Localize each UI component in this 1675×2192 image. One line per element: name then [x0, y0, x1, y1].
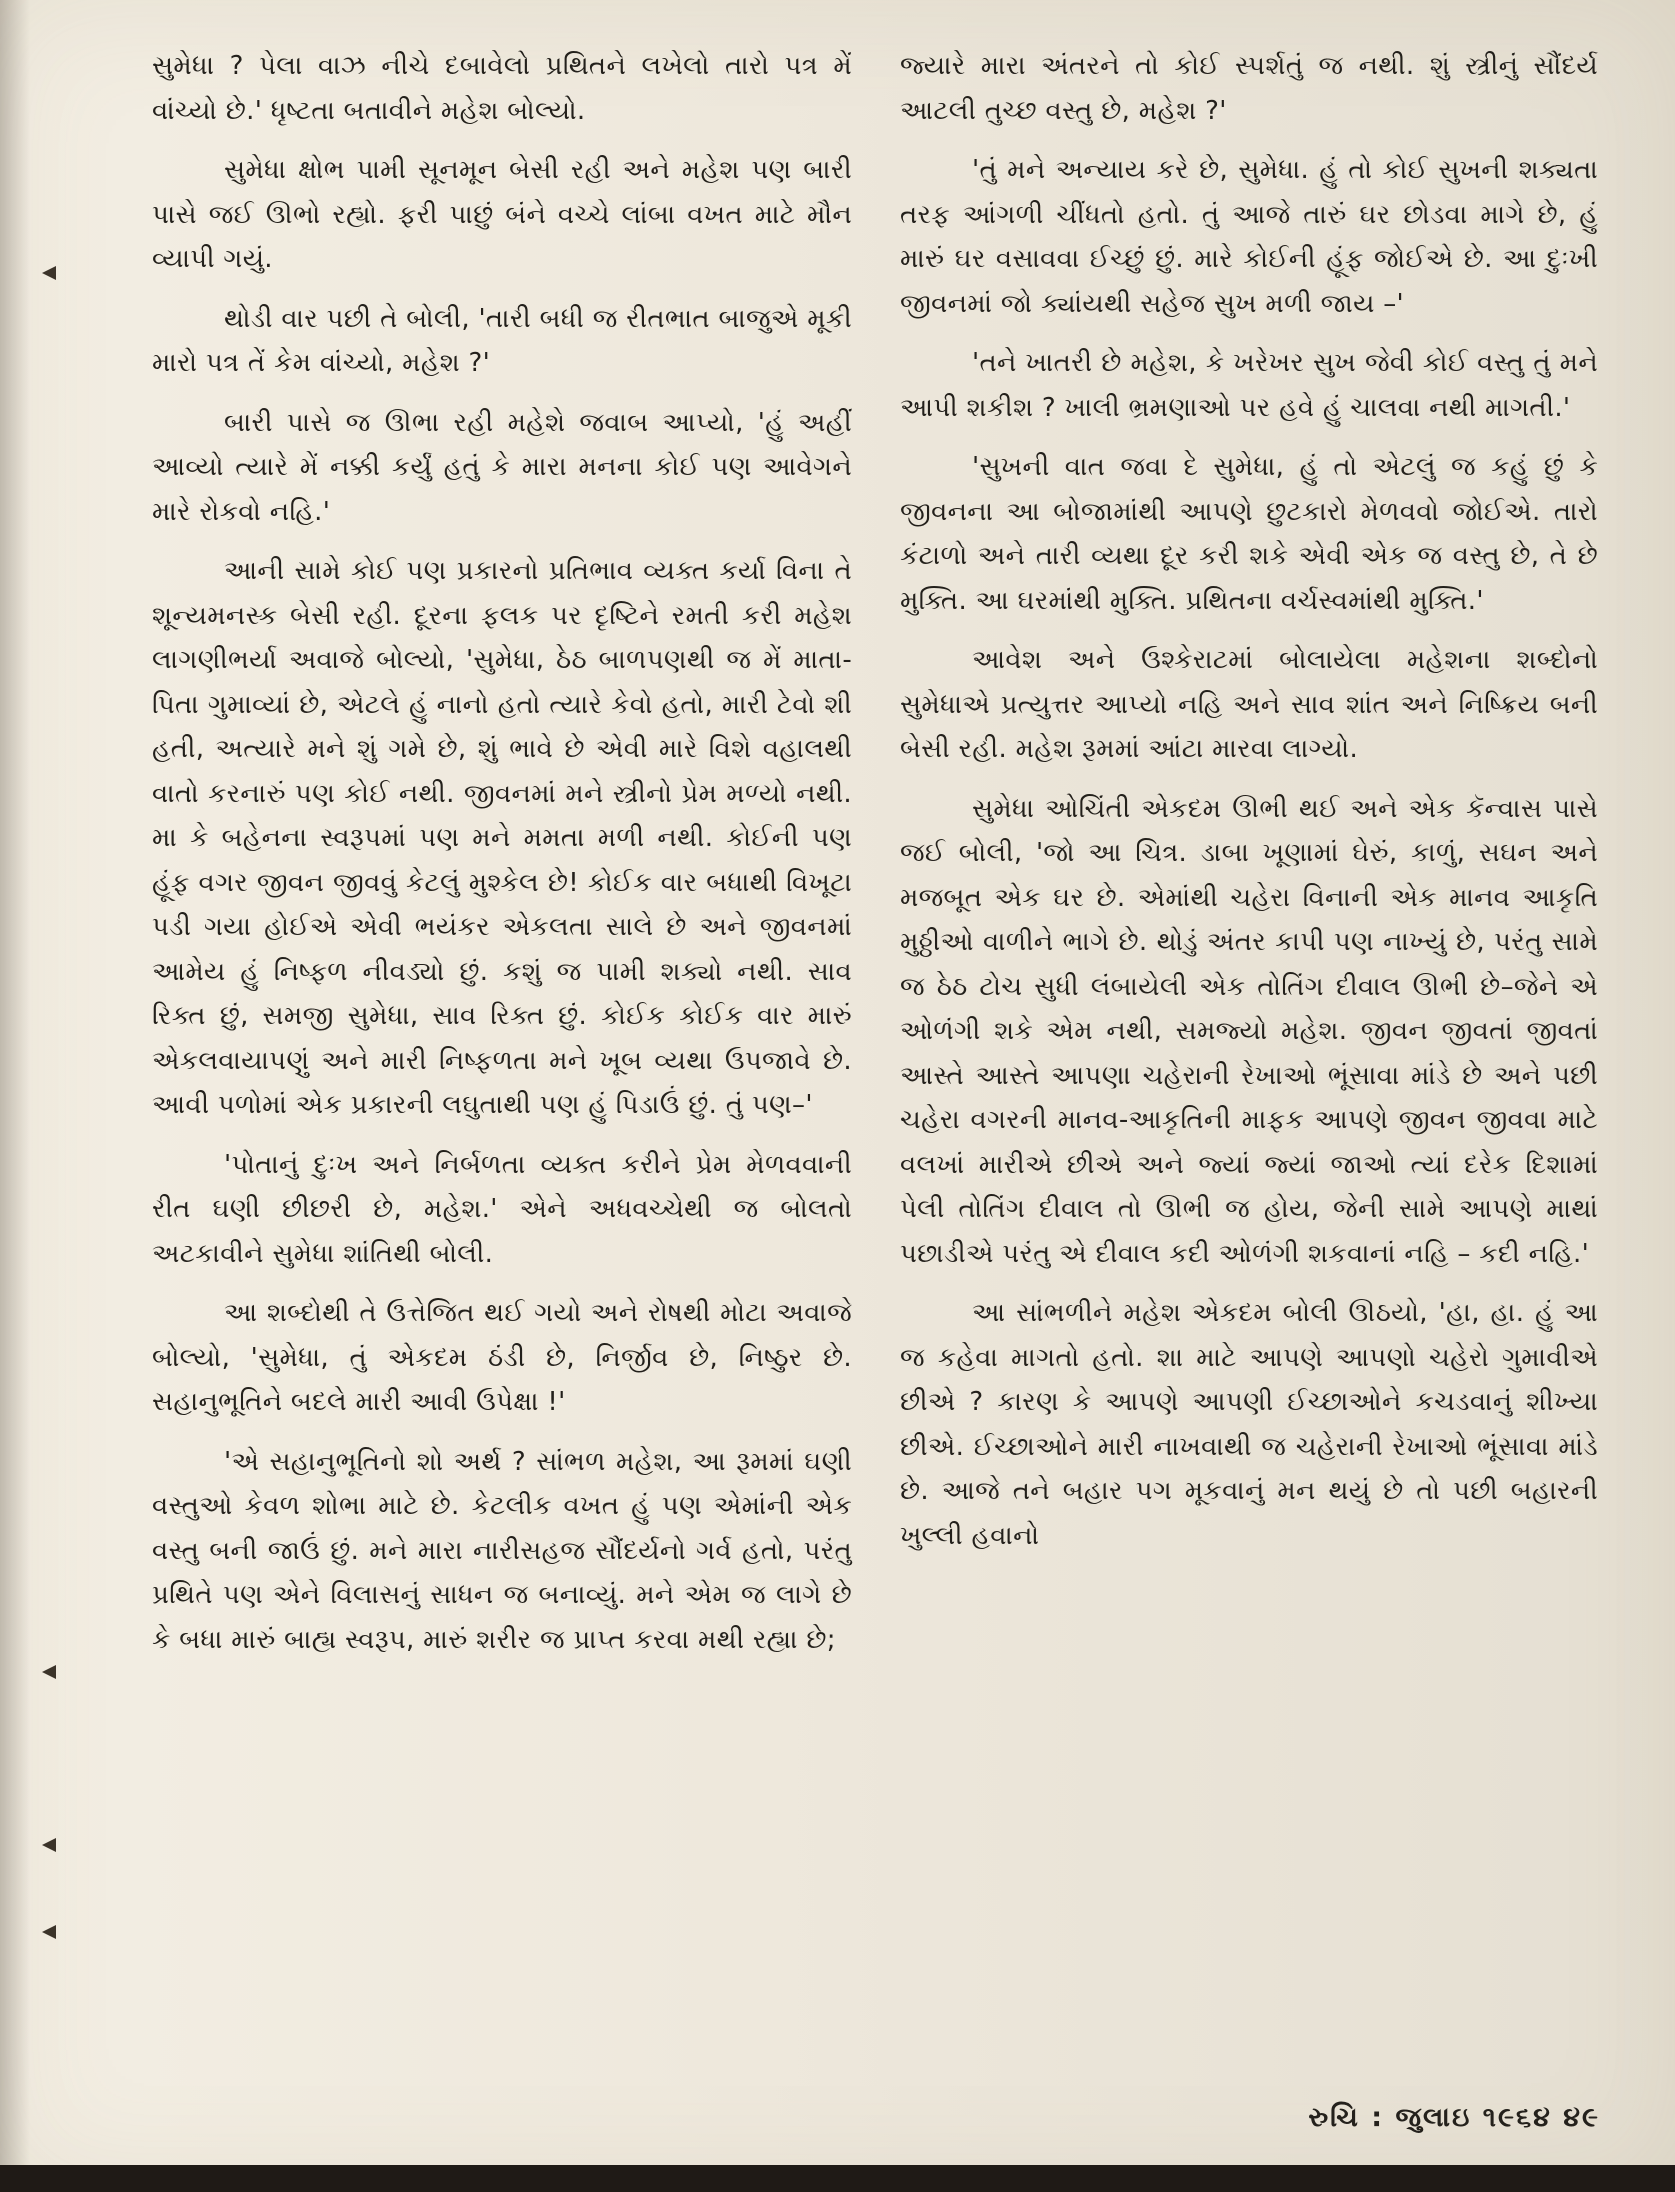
paragraph: 'પોતાનું દુઃખ અને નિર્બળતા વ્યક્ત કરીને પ્રેમ મેળવવાની રીત ઘણી છીછરી છે, મહેશ.' એને અધવચ્ચેથી જ બોલતો અટકાવીને સુમેધા શાંતિથી બોલી. — [152, 1149, 852, 1269]
paragraph: બારી પાસે જ ઊભા રહી મહેશે જવાબ આપ્યો, 'હું અહીં આવ્યો ત્યારે મેં નક્કી કર્યું હતું કે મારા મનના કોઈ પણ આવેગને મારે રોકવો નહિ.' — [152, 407, 852, 527]
paragraph: આ શબ્દોથી તે ઉત્તેજિત થઈ ગયો અને રોષથી મોટા અવાજે બોલ્યો, 'સુમેધા, તું એકદમ ઠંડી છે, નિર્જીવ છે, નિષ્ઠુર છે. સહાનુભૂતિને બદલે મારી આવી ઉપેક્ષા !' — [152, 1298, 852, 1417]
page-edge-shadow — [0, 0, 30, 2192]
margin-mark-icon — [42, 1838, 56, 1852]
paragraph: 'સુખની વાત જવા દે સુમેધા, હું તો એટલું જ કહું છું કે જીવનના આ બોજામાંથી આપણે છુટકારો મેળવવો જોઈએ. તારો કંટાળો અને તારી વ્યથા દૂર કરી શકે એવી એક જ વસ્તુ છે, તે છે મુક્તિ. આ ઘરમાંથી મુક્તિ. પ્રથિતના વર્ચસ્વમાંથી મુક્તિ.' — [900, 452, 1598, 616]
paragraph: સુમેધા ક્ષોભ પામી સૂનમૂન બેસી રહી અને મહેશ પણ બારી પાસે જઈ ઊભો રહ્યો. ફરી પાછું બંને વચ્ચે લાંબા વખત માટે મૌન વ્યાપી ગયું. — [152, 155, 852, 274]
paragraph: જ્યારે મારા અંતરને તો કોઈ સ્પર્શતું જ નથી. શું સ્ત્રીનું સૌંદર્ય આટલી તુચ્છ વસ્તુ છે, મહેશ ?' — [900, 51, 1598, 126]
paragraph: સુમેધા ? પેલા વાઝ નીચે દબાવેલો પ્રથિતને લખેલો તારો પત્ર મેં વાંચ્યો છે.' ધૃષ્ટતા બતાવીને મહેશ બોલ્યો. — [152, 51, 852, 126]
paragraph: આ સાંભળીને મહેશ એકદમ બોલી ઊઠયો, 'હા, હા. હું આ જ કહેવા માગતો હતો. શા માટે આપણે આપણો ચહેરો ગુમાવીએ છીએ ? કારણ કે આપણે આપણી ઈચ્છાઓને કચડવાનું શીખ્યા છીએ. ઈચ્છાઓને મારી નાખવાથી જ ચહેરાની રેખાઓ ભૂંસાવા માંડે છે. આજે તને બહાર પગ મૂકવાનું મન થયું છે તો પછી બહારની ખુલ્લી હવાનો — [900, 1298, 1598, 1551]
right-text-column — [900, 44, 1598, 1573]
paragraph: થોડી વાર પછી તે બોલી, 'તારી બધી જ રીતભાત બાજુએ મૂકી મારો પત્ર તેં કેમ વાંચ્યો, મહેશ ?' — [152, 303, 852, 378]
paragraph: 'તને ખાતરી છે મહેશ, કે ખરેખર સુખ જેવી કોઈ વસ્તુ તું મને આપી શકીશ ? ખાલી ભ્રમણાઓ પર હવે હું ચાલવા નથી માગતી.' — [900, 348, 1598, 423]
paragraph: 'એ સહાનુભૂતિનો શો અર્થ ? સાંભળ મહેશ, આ રૂમમાં ઘણી વસ્તુઓ કેવળ શોભા માટે છે. કેટલીક વખત હું પણ એમાંની એક વસ્તુ બની જાઉં છું. મને મારા નારીસહજ સૌંદર્યનો ગર્વ હતો, પરંતુ પ્રથિતે પણ એને વિલાસનું સાધન જ બનાવ્યું. મને એમ જ લાગે છે કે બધા મારું બાહ્ય સ્વરૂપ, મારું શરીર જ પ્રાપ્ત કરવા મથી રહ્યા છે; — [152, 1446, 852, 1655]
scan-bottom-edge — [0, 2165, 1675, 2192]
paragraph: આવેશ અને ઉશ્કેરાટમાં બોલાયેલા મહેશના શબ્દોનો સુમેધાએ પ્રત્યુત્તર આપ્યો નહિ અને સાવ શાંત અને નિષ્ક્રિય બની બેસી રહી. મહેશ રૂમમાં આંટા મારવા લાગ્યો. — [900, 645, 1598, 764]
paragraph: આની સામે કોઈ પણ પ્રકારનો પ્રતિભાવ વ્યક્ત કર્યા વિના તે શૂન્યમનસ્ક બેસી રહી. દૂરના ફલક પર દૃષ્ટિને રમતી કરી મહેશ લાગણીભર્યા અવાજે બોલ્યો, 'સુમેધા, ઠેઠ બાળપણથી જ મેં માતા-પિતા ગુમાવ્યાં છે, એટલે હું નાનો હતો ત્યારે કેવો હતો, મારી ટેવો શી હતી, અત્યારે મને શું ગમે છે, શું ભાવે છે એવી મારે વિશે વહાલથી વાતો કરનારું પણ કોઈ નથી. જીવનમાં મને સ્ત્રીનો પ્રેમ મળ્યો નથી. મા કે બહેનના સ્વરૂપમાં પણ મને મમતા મળી નથી. કોઈની પણ હૂંફ વગર જીવન જીવવું કેટલું મુશ્કેલ છે! કોઈક વાર બધાથી વિખૂટા પડી ગયા હોઈએ એવી ભયંકર એકલતા સાલે છે અને જીવનમાં આમેય હું નિષ્ફળ નીવડ્યો છું. કશું જ પામી શક્યો નથી. સાવ રિક્ત છું, સમજી સુમેધા, સાવ રિક્ત છું. કોઈક કોઈક વાર મારું એકલવાયાપણું અને મારી નિષ્ફળતા મને ખૂબ વ્યથા ઉપજાવે છે. આવી પળોમાં એક પ્રકારની લઘુતાથી પણ હું પિડાઉં છું. તું પણ–' — [152, 556, 852, 1120]
margin-mark-icon — [42, 1925, 56, 1939]
left-text-column — [152, 44, 852, 1677]
paragraph: સુમેધા ઓચિંતી એકદમ ઊભી થઈ અને એક કૅન્વાસ પાસે જઈ બોલી, 'જો આ ચિત્ર. ડાબા ખૂણામાં ઘેરું, કાળું, સઘન અને મજબૂત એક ઘર છે. એમાંથી ચહેરા વિનાની એક માનવ આકૃતિ મુઠ્ઠીઓ વાળીને ભાગે છે. થોડું અંતર કાપી પણ નાખ્યું છે, પરંતુ સામે જ ઠેઠ ટોચ સુધી લંબાયેલી એક તોતિંગ દીવાલ ઊભી છે–જેને એ ઓળંગી શકે એમ નથી, સમજ્યો મહેશ. જીવન જીવતાં જીવતાં આસ્તે આસ્તે આપણા ચહેરાની રેખાઓ ભૂંસાવા માંડે છે અને પછી ચહેરા વગરની માનવ-આકૃતિની માફક આપણે જીવન જીવવા માટે વલખાં મારીએ છીએ અને જ્યાં જ્યાં જાઓ ત્યાં દરેક દિશામાં પેલી તોતિંગ દીવાલ તો ઊભી જ હોય, જેની સામે આપણે માથાં પછાડીએ પરંતુ એ દીવાલ કદી ઓળંગી શકવાનાં નહિ – કદી નહિ.' — [900, 793, 1598, 1269]
margin-mark-icon — [42, 266, 56, 280]
margin-mark-icon — [42, 1665, 56, 1679]
paragraph: 'તું મને અન્યાય કરે છે, સુમેધા. હું તો કોઈ સુખની શક્યતા તરફ આંગળી ચીંધતો હતો. તું આજે તારું ઘર છોડવા માગે છે, હું મારું ઘર વસાવવા ઈચ્છું છું. મારે કોઈની હૂંફ જોઈએ છે. આ દુઃખી જીવનમાં જો ક્યાંયથી સહેજ સુખ મળી જાય –' — [900, 155, 1598, 319]
page-footer: રુચિ : જુલાઇ ૧૯૬૪ ૪૯ — [1308, 2102, 1600, 2133]
